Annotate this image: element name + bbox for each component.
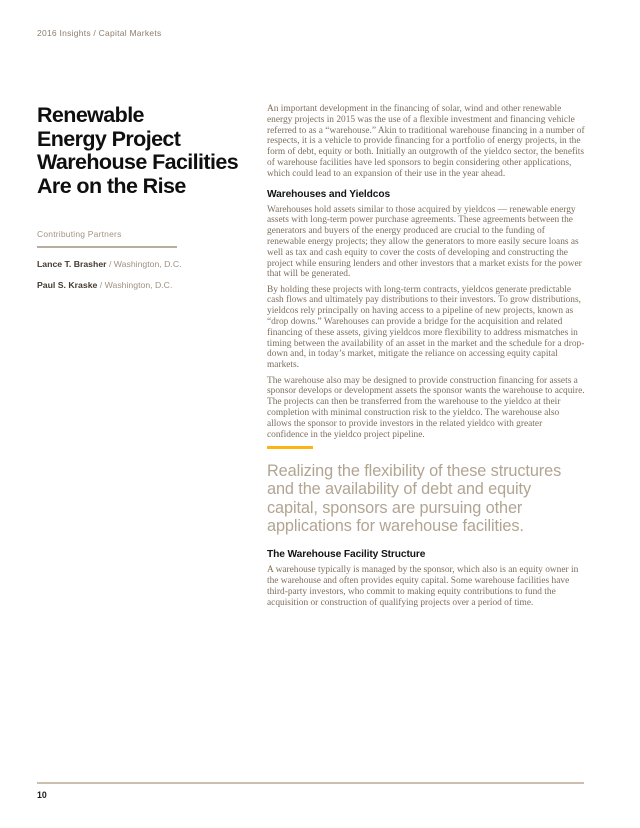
section-heading-warehouses-yieldcos: Warehouses and Yieldcos — [267, 188, 391, 200]
pull-quote: Realizing the flexibility of these structures and the availability of debt and equity capital, sponsors are pursuing other applications for warehouse facilities. — [267, 461, 562, 536]
contributors-label: Contributing Partners — [37, 229, 122, 240]
breadcrumb: 2016 Insights / Capital Markets — [37, 28, 162, 38]
page-number: 10 — [37, 789, 47, 800]
contributors-divider — [37, 246, 177, 248]
left-column — [37, 104, 260, 613]
partner-location: / Washington, D.C. — [97, 279, 173, 290]
partner-name: Paul S. Kraske — [37, 279, 98, 290]
intro-paragraph: An important development in the financing of solar, wind and other renewable energy projects in 2015 was the use of a flexible investment and financing vehicle referred to as a “warehouse.” Akin to traditional warehouse financing in a number of respects, it is a vehicle to provide financing for a portfolio of energy projects, in the form of debt, equity or both. Initially an outgrowth of the yieldco sector, the benefits of warehouse facilities have led sponsors to begin considering other applications, which could lead to an expansion of their use in the year ahead. — [267, 104, 585, 179]
partner-row — [37, 280, 260, 290]
body-paragraph: By holding these projects with long-term contracts, yieldcos generate predictable cash flows and ultimately pay distributions to their investors. To grow distributions, yieldcos rely principally on having access to a pipeline of new projects, known as “drop downs.” Warehouses can provide a bridge for the acquisition and related financing of these assets, giving yieldcos more flexibility to address mismatches in timing between the availability of an asset in the market and the schedule for a drop-down and, in today’s market, mitigate the reliance on accessing equity capital markets. — [267, 284, 585, 371]
page-title-line: Are on the Rise — [37, 173, 186, 198]
page-title-line: Warehouse Facilities — [37, 150, 239, 175]
partner-location: / Washington, D.C. — [106, 258, 182, 269]
page-title-line: Energy Project — [37, 126, 181, 151]
article-body — [267, 104, 585, 613]
page-title-line: Renewable — [37, 103, 144, 127]
page-title — [37, 104, 260, 198]
page-footer — [37, 782, 584, 800]
footer-divider — [37, 782, 584, 784]
partner-name: Lance T. Brasher — [37, 258, 107, 269]
body-paragraph: Warehouses hold assets similar to those acquired by yieldcos — renewable energy assets with long-term power purchase agreements. These agreements between the generators and buyers of the energy produced are crucial to the funding of renewable energy projects; they allow the generators to more easily secure loans as well as tax and cash equity to cover the costs of developing and constructing the project while ensuring lenders and other investors that a market exists for the power that will be generated. — [267, 204, 582, 280]
pullquote-accent-rule — [267, 446, 313, 449]
contributors-block — [37, 229, 260, 290]
body-paragraph: The warehouse also may be designed to provide construction financing for assets a sponsor develops or development assets the sponsor wants the warehouse to acquire. The projects can then be transferred from the warehouse to the yieldco at their completion with minimal construction risk to the yieldco. The warehouse also allows the sponsor to provide investors in the related yieldco with greater confidence in the yieldco project pipeline. — [267, 375, 585, 440]
section-heading-warehouse-facility-structure: The Warehouse Facility Structure — [267, 549, 426, 561]
partner-row — [37, 259, 260, 269]
article-columns — [37, 104, 585, 613]
body-paragraph: A warehouse typically is managed by the sponsor, which also is an equity owner in the warehouse and often provides equity capital. Some warehouse facilities have third-party investors, who commit to making equity contributions to fund the acquisition or construction of qualifying projects over a period of time. — [267, 565, 579, 608]
